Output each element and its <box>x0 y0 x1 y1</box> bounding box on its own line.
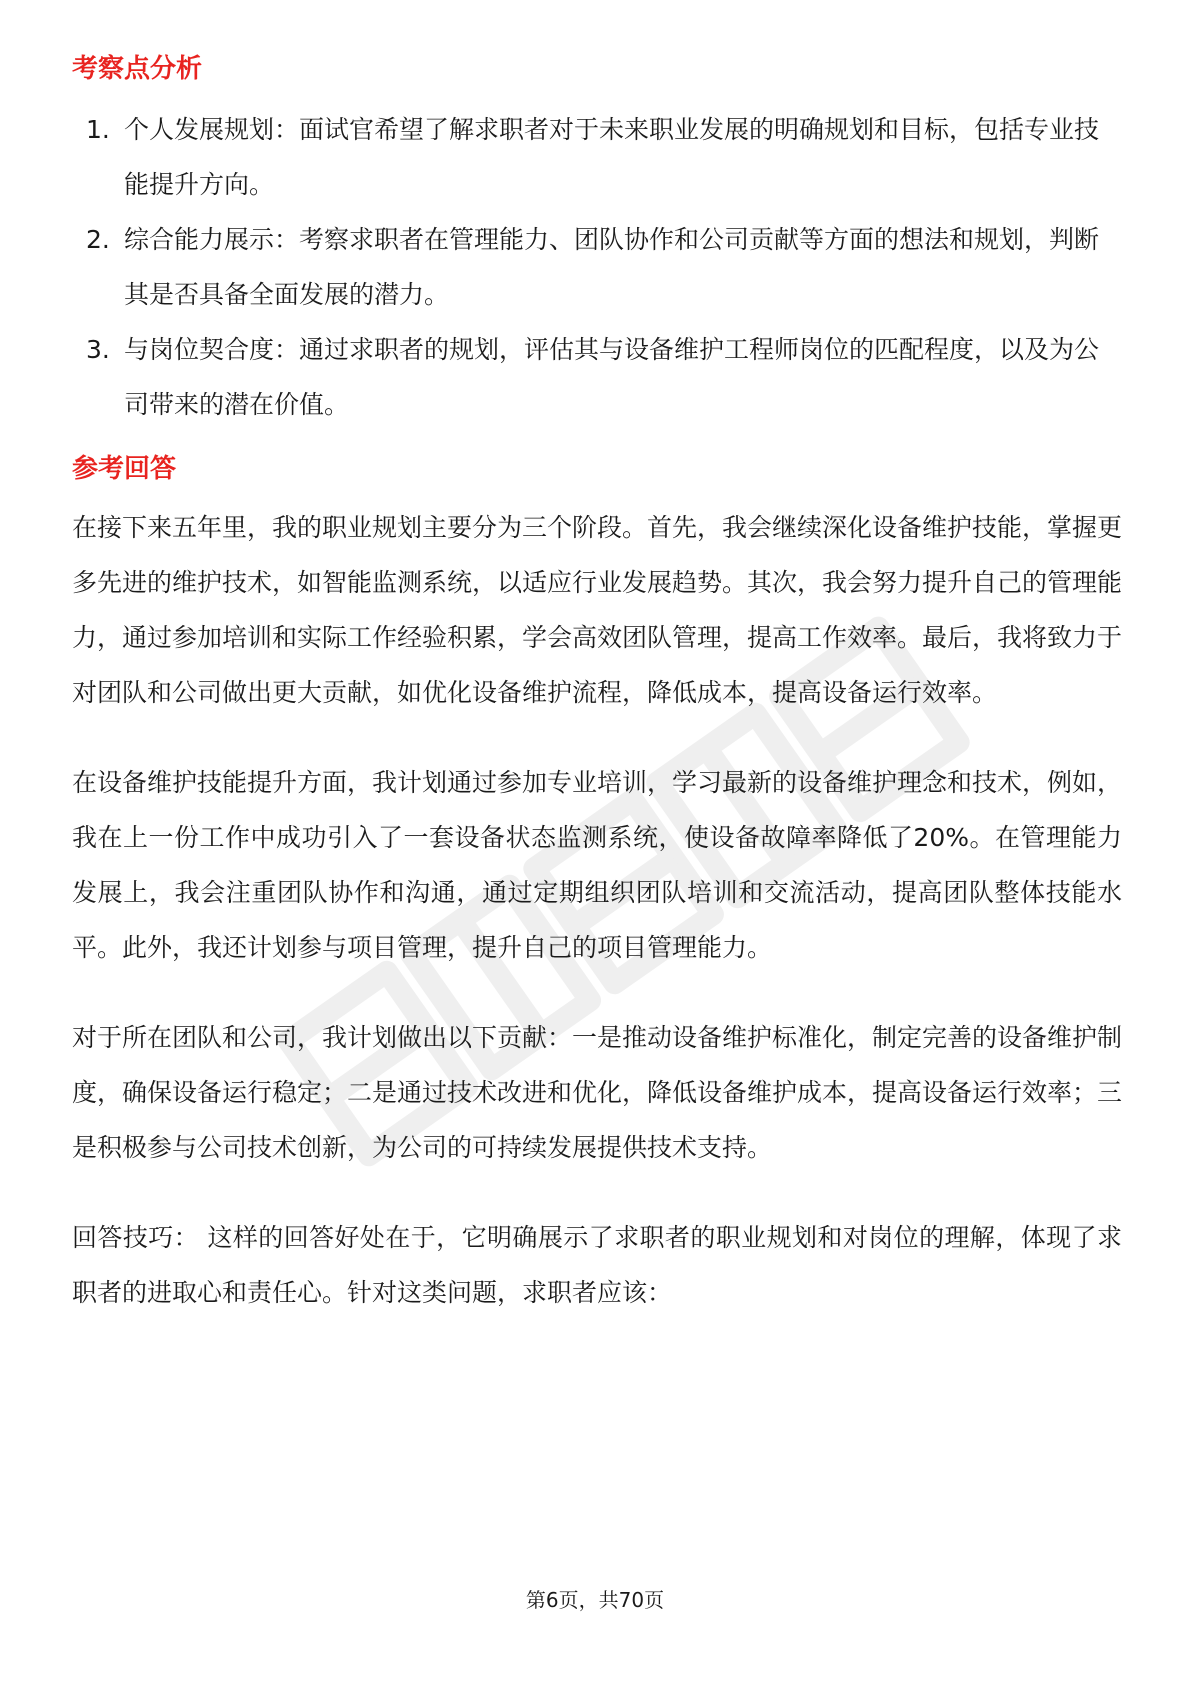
answer-paragraph: 在接下来五年里，我的职业规划主要分为三个阶段。首先，我会继续深化设备维护技能，掌握更多先进的维护技术，如智能监测系统，以适应行业发展趋势。其次，我会努力提升自己的管理能力，通过参加培训和实际工作经验积累，学会高效团队管理，提高工作效率。最后，我将致力于对团队和公司做出更大贡献，如优化设备维护流程，降低成本，提高设备运行效率。 <box>72 513 1123 707</box>
list-item-number: 2. <box>86 225 110 254</box>
analysis-section-title: 考察点分析 <box>72 54 203 84</box>
answer-paragraph: 对于所在团队和公司，我计划做出以下贡献：一是推动设备维护标准化，制定完善的设备维护制度，确保设备运行稳定；二是通过技术改进和优化，降低设备维护成本，提高设备运行效率；三是积极参与公司技术创新，为公司的可持续发展提供技术支持。 <box>72 1023 1123 1162</box>
list-item-text: 综合能力展示：考察求职者在管理能力、团队协作和公司贡献等方面的想法和规划，判断其是否具备全面发展的潜力。 <box>124 225 1100 309</box>
page-content <box>72 44 1122 1355</box>
list-item-number: 1. <box>86 115 110 144</box>
answer-section-title: 参考回答 <box>72 454 177 484</box>
list-item <box>72 322 1122 432</box>
list-item-number: 3. <box>86 335 110 364</box>
list-item <box>72 212 1122 322</box>
list-item-text: 个人发展规划：面试官希望了解求职者对于未来职业发展的明确规划和目标，包括专业技能提升方向。 <box>124 115 1100 199</box>
list-item-text: 与岗位契合度：通过求职者的规划，评估其与设备维护工程师岗位的匹配程度，以及为公司带来的潜在价值。 <box>124 335 1100 419</box>
analysis-list <box>72 102 1122 432</box>
list-item <box>72 102 1122 212</box>
answer-tips-paragraph: 回答技巧： 这样的回答好处在于，它明确展示了求职者的职业规划和对岗位的理解，体现了求职者的进取心和责任心。针对这类问题，求职者应该： <box>72 1223 1122 1307</box>
answer-paragraph: 在设备维护技能提升方面，我计划通过参加专业培训，学习最新的设备维护理念和技术，例如，我在上一份工作中成功引入了一套设备状态监测系统，使设备故障率降低了20%。在管理能力发展上，我会注重团队协作和沟通，通过定期组织团队培训和交流活动，提高团队整体技能水平。此外，我还计划参与项目管理，提升自己的项目管理能力。 <box>72 768 1123 962</box>
page-number-footer: 第6页，共70页 <box>525 1588 665 1612</box>
